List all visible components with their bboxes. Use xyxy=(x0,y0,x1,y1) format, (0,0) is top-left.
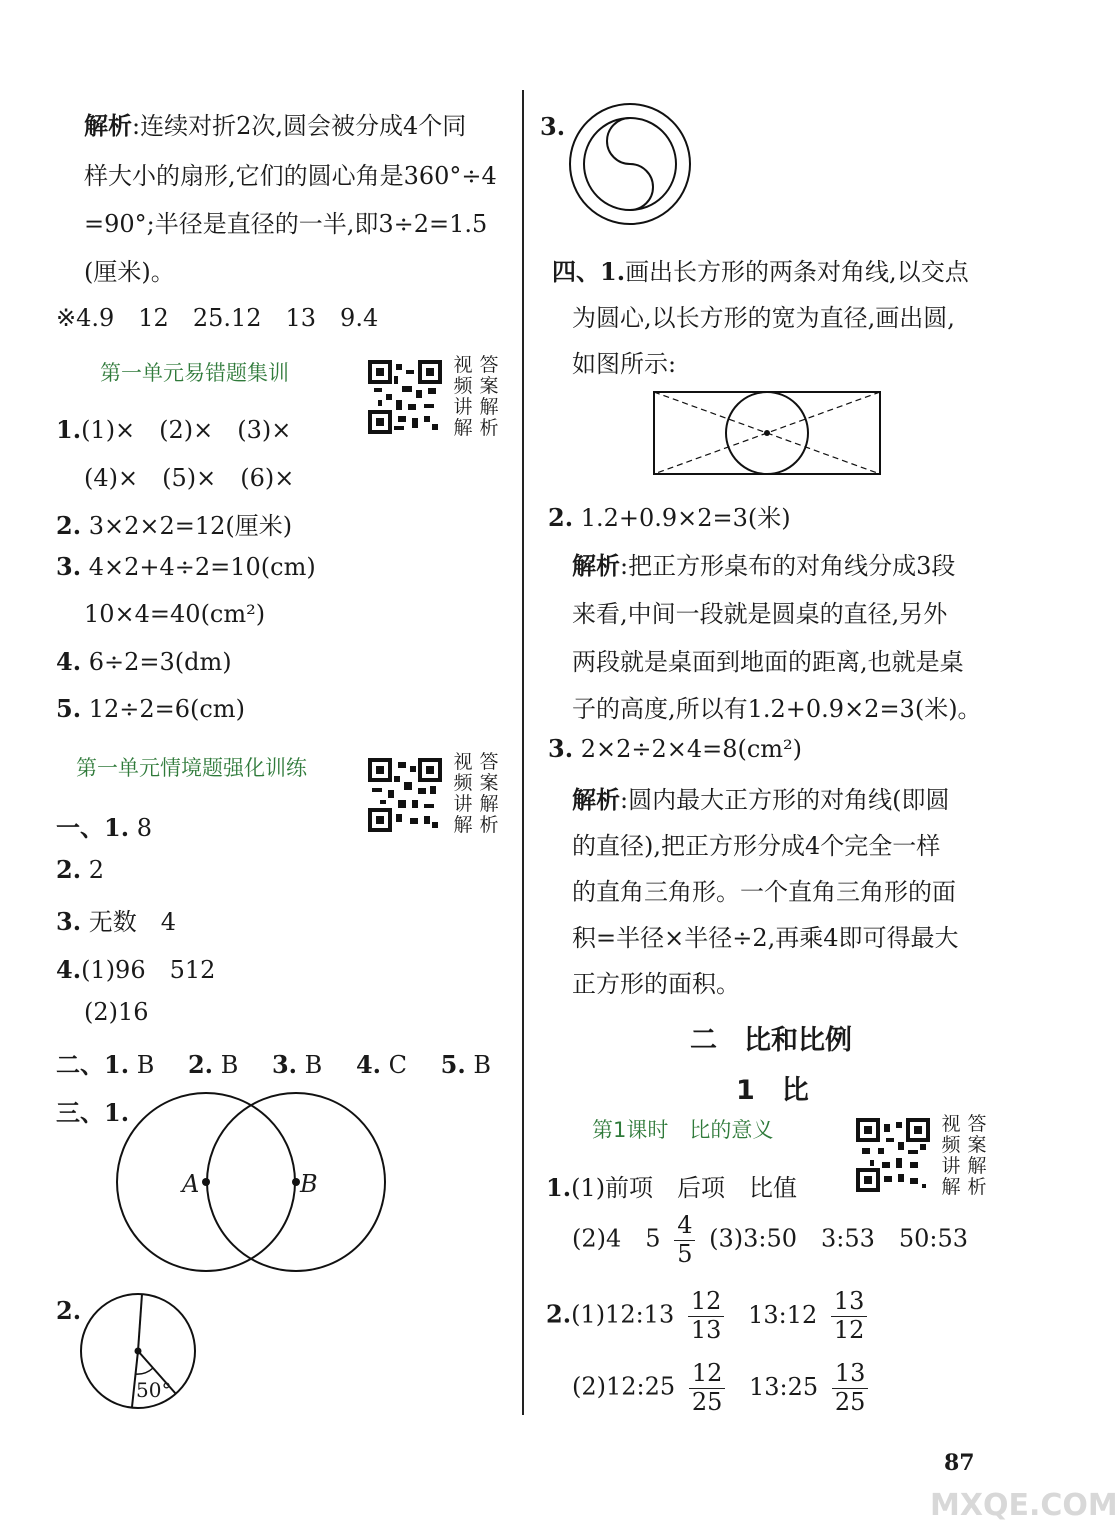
question-number: 2. xyxy=(548,503,574,532)
column-divider xyxy=(522,90,524,1415)
point-a-dot xyxy=(202,1178,210,1186)
analysis-text: :圆内最大正方形的对角线(即圆 xyxy=(620,786,950,814)
question-number: 5. xyxy=(440,1050,466,1079)
r-p4-line2: 为圆心,以长方形的宽为直径,画出圆, xyxy=(572,304,955,332)
r-a3-line3: 的直角三角形。一个直角三角形的面 xyxy=(572,878,956,906)
lesson-title: 第1课时 比的意义 xyxy=(592,1118,774,1142)
qr-caption-char: 答 xyxy=(479,354,499,376)
s2-p3 xyxy=(56,902,176,937)
question-number: 2. xyxy=(187,1050,214,1079)
s1-q4 xyxy=(56,647,232,676)
s1-q5 xyxy=(56,694,245,723)
answer-text: 2 xyxy=(88,856,104,884)
s1-q2 xyxy=(56,506,292,541)
question-number: 5. xyxy=(56,694,82,723)
answer-text: (1)前项 后项 比值 xyxy=(571,1174,798,1202)
qr-caption-char: 讲 xyxy=(453,396,473,418)
r-q2 xyxy=(548,498,791,533)
r-a2-line4: 子的高度,所以有1.2+0.9×2=3(米)。 xyxy=(572,695,982,723)
fraction-denominator: 25 xyxy=(834,1387,866,1416)
rectangle-circle-figure xyxy=(652,390,882,476)
analysis-1-line4: (厘米)。 xyxy=(84,258,175,286)
r-a2-line2: 来看,中间一段就是圆桌的直径,另外 xyxy=(572,600,948,628)
answer-text: 13:12 xyxy=(748,1300,818,1329)
watermark: MXQE.COM xyxy=(930,1488,1118,1523)
qr-caption-char: 视 xyxy=(941,1113,961,1135)
question-number: 2. xyxy=(546,1299,572,1329)
r-q3 xyxy=(548,734,802,763)
question-number: 3. xyxy=(56,552,82,581)
analysis-label: 解析 xyxy=(84,111,132,140)
answer-text: (1)× (2)× (3)× xyxy=(81,416,292,444)
qr-caption-char: 讲 xyxy=(453,793,473,815)
question-number: 1. xyxy=(546,1173,572,1202)
page-number: 87 xyxy=(944,1450,975,1476)
analysis-1-line3: =90°;半径是直径的一半,即3÷2=1.5 xyxy=(84,210,488,238)
r-a2-line1 xyxy=(572,546,955,581)
s2-part3-q2-number: 2. xyxy=(56,1296,82,1325)
fraction-denominator: 25 xyxy=(691,1387,723,1416)
analysis-label: 解析 xyxy=(572,551,620,580)
answer-text: 2×2÷2×4=8(cm²) xyxy=(580,735,803,763)
qr-code-icon[interactable] xyxy=(856,1118,930,1192)
answer-text: B xyxy=(304,1051,323,1079)
answer-text: 无数 4 xyxy=(88,908,176,936)
qr-caption-char: 案 xyxy=(479,772,499,794)
question-number: 2. xyxy=(56,511,82,540)
point-b-label: B xyxy=(300,1170,318,1198)
section-title-errors: 第一单元易错题集训 xyxy=(100,361,289,385)
answer-text: 1.2+0.9×2=3(米) xyxy=(580,504,791,532)
r-p4-line3: 如图所示: xyxy=(572,350,677,378)
question-number: 二、1. xyxy=(56,1050,130,1079)
question-number: 一、1. xyxy=(56,813,130,842)
qr-caption-char: 析 xyxy=(967,1176,987,1198)
qr-caption-char: 答 xyxy=(967,1113,987,1135)
qr-caption-char: 解 xyxy=(479,396,499,418)
s2-p4-line2: (2)16 xyxy=(84,998,149,1026)
question-number: 3. xyxy=(271,1050,298,1079)
qr-caption xyxy=(452,355,500,439)
extra-answers: ※4.9 12 25.12 13 9.4 xyxy=(56,304,379,332)
question-number: 四、1. xyxy=(552,257,626,286)
qr-caption-char: 解 xyxy=(967,1155,987,1177)
s2-part3-number: 三、1. xyxy=(56,1098,130,1127)
question-number: 4. xyxy=(355,1050,382,1079)
fraction-numerator: 12 xyxy=(689,1360,726,1389)
c-q2-line1 xyxy=(546,1288,873,1344)
answer-text: B xyxy=(136,1051,155,1079)
answer-text: 8 xyxy=(136,814,152,842)
analysis-label: 解析 xyxy=(572,785,620,814)
question-number: 2. xyxy=(56,855,82,884)
answer-text: (3)3:50 3:53 50:53 xyxy=(709,1224,969,1253)
s2-p4-line1 xyxy=(56,950,215,985)
answer-text: C xyxy=(388,1051,408,1079)
s1-q1-line1 xyxy=(56,410,291,445)
question-number: 1. xyxy=(56,415,82,444)
answer-text: 4×2+4÷2=10(cm) xyxy=(88,553,316,581)
question-number: 3. xyxy=(56,907,82,936)
r-q3-number: 3. xyxy=(540,112,566,141)
r-a3-line5: 正方形的面积。 xyxy=(572,970,740,998)
fraction xyxy=(688,1288,725,1344)
fraction-denominator: 13 xyxy=(690,1315,722,1344)
qr-caption xyxy=(452,752,500,836)
angle-label: 50° xyxy=(136,1378,172,1402)
qr-caption-char: 解 xyxy=(453,814,473,836)
answer-text: (1)12:13 xyxy=(571,1300,675,1329)
qr-caption-char: 频 xyxy=(941,1134,961,1156)
s1-q1-line2: (4)× (5)× (6)× xyxy=(84,464,295,492)
qr-code-icon[interactable] xyxy=(368,360,442,434)
qr-caption-char: 析 xyxy=(479,814,499,836)
qr-caption-char: 案 xyxy=(967,1134,987,1156)
fraction xyxy=(689,1360,726,1416)
fraction xyxy=(674,1212,695,1268)
section-title-scenario: 第一单元情境题强化训练 xyxy=(76,756,307,780)
answer-text: B xyxy=(220,1051,239,1079)
qr-caption-char: 析 xyxy=(479,417,499,439)
r-p4-line1 xyxy=(552,252,969,287)
r-a2-line3: 两段就是桌面到地面的距离,也就是桌 xyxy=(572,648,964,676)
qr-caption-char: 解 xyxy=(941,1176,961,1198)
analysis-1-line2: 样大小的扇形,它们的圆心角是360°÷4 xyxy=(84,162,497,190)
qr-caption-char: 答 xyxy=(479,751,499,773)
c-q1-line2 xyxy=(572,1212,968,1268)
question-number: 4. xyxy=(56,955,82,984)
qr-caption-char: 视 xyxy=(453,354,473,376)
r-a3-line4: 积=半径×半径÷2,再乘4即可得最大 xyxy=(572,924,959,952)
qr-caption xyxy=(940,1114,988,1198)
s1-q3-line2: 10×4=40(cm²) xyxy=(84,600,266,628)
fraction-numerator: 13 xyxy=(832,1360,869,1389)
qr-caption-char: 视 xyxy=(453,751,473,773)
answer-text: 13:25 xyxy=(749,1372,819,1401)
fraction-numerator: 12 xyxy=(688,1288,725,1317)
answer-text: 3×2×2=12(厘米) xyxy=(88,512,293,540)
fraction-numerator: 13 xyxy=(831,1288,868,1317)
point-b-dot xyxy=(292,1178,300,1186)
fraction xyxy=(832,1360,869,1416)
answer-text: (2)4 5 xyxy=(572,1224,661,1253)
fraction xyxy=(831,1288,868,1344)
fraction-numerator: 4 xyxy=(674,1212,695,1241)
answer-text: 6÷2=3(dm) xyxy=(88,648,232,676)
answer-text: (2)12:25 xyxy=(572,1372,676,1401)
c-q2-line2 xyxy=(572,1360,874,1416)
fraction-denominator: 5 xyxy=(677,1239,693,1268)
two-circles-figure xyxy=(110,1088,390,1274)
analysis-1-line1 xyxy=(84,106,466,141)
answer-text: 12÷2=6(cm) xyxy=(88,695,245,723)
r-a3-line1 xyxy=(572,780,949,815)
qr-caption-char: 案 xyxy=(479,375,499,397)
analysis-text: :连续对折2次,圆会被分成4个同 xyxy=(132,112,467,140)
qr-caption-char: 解 xyxy=(479,793,499,815)
point-a-label: A xyxy=(182,1170,200,1198)
qr-code-icon[interactable] xyxy=(368,758,442,832)
qr-caption-char: 解 xyxy=(453,417,473,439)
chapter-subtitle: 1 比 xyxy=(736,1075,809,1106)
s1-q3-line1 xyxy=(56,552,316,581)
yin-yang-circle-figure xyxy=(568,100,692,228)
s2-p1 xyxy=(56,808,152,843)
s2-p2 xyxy=(56,855,104,884)
qr-caption-char: 讲 xyxy=(941,1155,961,1177)
question-number: 3. xyxy=(548,734,574,763)
c-q1-line1 xyxy=(546,1168,797,1203)
chapter-title: 二 比和比例 xyxy=(690,1025,852,1056)
answer-text: 画出长方形的两条对角线,以交点 xyxy=(625,258,969,286)
question-number: 4. xyxy=(56,647,82,676)
qr-caption-char: 频 xyxy=(453,375,473,397)
s2-part2 xyxy=(56,1045,491,1080)
analysis-text: :把正方形桌布的对角线分成3段 xyxy=(620,552,956,580)
answer-text: B xyxy=(473,1051,492,1079)
r-a3-line2: 的直径),把正方形分成4个完全一样 xyxy=(572,832,941,860)
fraction-denominator: 12 xyxy=(833,1315,865,1344)
qr-caption-char: 频 xyxy=(453,772,473,794)
answer-text: (1)96 512 xyxy=(81,956,216,984)
